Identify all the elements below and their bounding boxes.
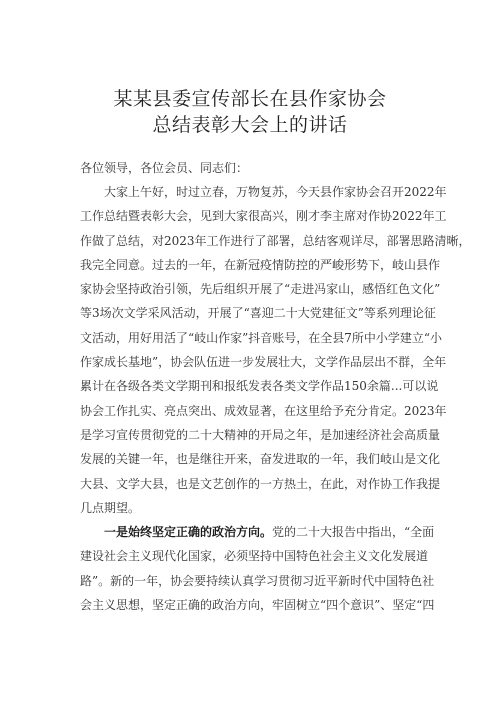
paragraph-1-line: 文活动，用好用活了“岐山作家”抖音账号，在全县7所中小学建立“小 xyxy=(80,330,443,345)
paragraph-1-line: 作做了总结，对2023年工作进行了部署，总结客观详尽，部署思路清晰， xyxy=(80,233,471,248)
paragraph-1-line: 是学习宣传贯彻党的二十大精神的开局之年，是加速经济社会高质量 xyxy=(80,427,441,442)
paragraph-1-line: 协会工作扎实、亮点突出、成效显著，在这里给予充分肯定。2023年 xyxy=(80,403,447,418)
paragraph-2-line: 会主义思想，坚定正确的政治方向，牢固树立“四个意识”、坚定“四 xyxy=(80,598,435,613)
paragraph-2-line: 建设社会主义现代化国家，必须坚持中国特色社会主义文化发展道 xyxy=(80,549,429,564)
salutation: 各位领导，各位会员、同志们： xyxy=(80,161,249,175)
document-title-line-2: 总结表彰大会上的讲话 xyxy=(152,114,348,136)
speech-body xyxy=(80,180,471,617)
paragraph-1-line: 作家成长基地”，协会队伍进一步发展壮大，文学作品层出不群，全年 xyxy=(80,355,447,370)
paragraph-2-heading: 一是始终坚定正确的政治方向。 xyxy=(104,525,273,540)
paragraph-2-first-line xyxy=(80,520,434,544)
paragraph-1-line: 发展的关键一年，也是继往开来，奋发进取的一年，我们岐山是文化 xyxy=(80,452,441,467)
paragraph-2-line: 路”。新的一年，协会要持续认真学习贯彻习近平新时代中国特色社 xyxy=(80,573,435,588)
paragraph-1-line: 累计在各级各类文学期刊和报纸发表各类文学作品150余篇...可以说 xyxy=(80,379,439,394)
paragraph-1-line: 我完全同意。过去的一年，在新冠疫情防控的严峻形势下，岐山县作 xyxy=(80,257,441,272)
paragraph-1-line: 等3场次文学采风活动，开展了“喜迎二十大党建征文”等系列理论征 xyxy=(80,306,436,321)
paragraph-1-line: 工作总结暨表彰大会，见到大家很高兴，刚才李主席对作协2022年工 xyxy=(80,209,447,224)
document-title-line-1: 某某县委宣传部长在县作家协会 xyxy=(113,88,387,110)
paragraph-1-line: 家协会坚持政治引领，先后组织开展了“走进冯家山，感悟红色文化” xyxy=(80,282,441,297)
paragraph-1-line: 几点期望。 xyxy=(80,500,141,515)
paragraph-1-line: 大家上午好，时过立春，万物复苏，今天县作家协会召开2022年 xyxy=(104,185,447,199)
paragraph-1-line: 大县、文学大县，也是文艺创作的一方热土，在此，对作协工作我提 xyxy=(80,476,441,491)
paragraph-2-first-line-rest: 党的二十大报告中指出，“全面 xyxy=(272,525,435,540)
